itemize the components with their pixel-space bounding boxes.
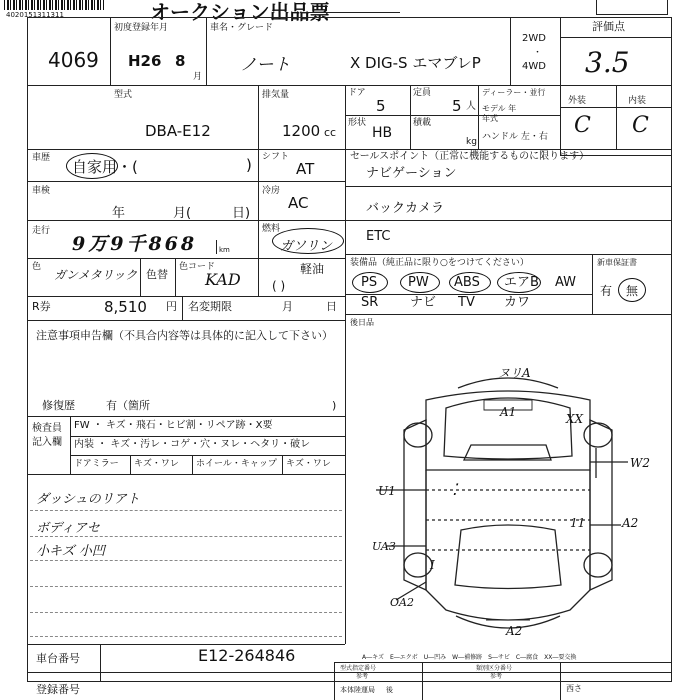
equip-ps-circle <box>352 272 388 293</box>
sales-point-1: ナビゲーション <box>366 166 457 181</box>
equip-navi: ナビ <box>410 295 437 310</box>
inspection-year: 年 <box>112 206 126 221</box>
warranty-yes: 有 <box>600 284 613 298</box>
type-designation-label: 型式指定番号 <box>340 665 377 672</box>
displacement-unit: cc <box>324 126 337 139</box>
damage-mark-11: 11 <box>570 516 586 530</box>
capacity-label: 定員 <box>413 88 432 98</box>
equip-tv: TV <box>458 295 475 310</box>
inspection-month: 月( <box>173 206 192 221</box>
checklist-mirror: ドアミラー <box>74 459 119 469</box>
doors-label: ドア <box>348 88 366 98</box>
car-name: ノート <box>240 55 291 75</box>
damage-mark-top: ヌリA <box>498 366 531 380</box>
lot-number: 4069 <box>48 48 99 72</box>
chassis-label: 車台番号 <box>36 652 80 665</box>
exterior-label: 外装 <box>568 96 587 106</box>
interior-grade: C <box>632 113 649 138</box>
notes-label: 注意事項申告欄（不具合内容等は具体的に記入して下さい） <box>36 329 333 342</box>
body-value: HB <box>372 125 393 141</box>
barcode <box>4 0 104 10</box>
inspection-day: 日) <box>232 206 251 221</box>
capacity-value: 5 <box>452 97 462 115</box>
usage-value: 自家用・( <box>72 158 138 176</box>
transfer-month: 月 <box>282 300 293 313</box>
damage-mark-w2: W2 <box>630 456 650 470</box>
damage-mark-xx: XX <box>566 412 584 426</box>
usage-close: ) <box>246 156 252 174</box>
car-name-label: 車名・グレード <box>210 23 274 33</box>
damage-mark-oa2: OA2 <box>390 596 414 609</box>
inspection-label: 車検 <box>32 186 51 196</box>
registration-month: 8 <box>175 52 186 70</box>
dealer-number: 後 <box>386 686 393 694</box>
checklist-wheelcap-value: キズ・ワレ <box>286 459 331 469</box>
drive-separator: ・ <box>533 48 543 58</box>
damage-mark-a2-right: A2 <box>622 516 639 530</box>
warranty-no: 無 <box>626 284 639 298</box>
recycle-unit: 円 <box>166 300 177 313</box>
damage-mark-ua3: UA3 <box>372 540 396 553</box>
drive-2wd: 2WD <box>522 33 546 44</box>
color-label: 色 <box>32 262 42 272</box>
recycle-value: 8,510 <box>104 298 147 316</box>
new-warranty-label: 新車保証書 <box>597 258 637 267</box>
interior-label: 内装 <box>628 96 647 106</box>
diesel-label: 軽油 <box>300 262 325 276</box>
drive-4wd: 4WD <box>522 61 546 72</box>
recycle-label: R券 <box>32 300 51 313</box>
model-year-label: モデル 年 <box>482 104 517 113</box>
aircon-label: 冷房 <box>262 186 281 196</box>
displacement-label: 排気量 <box>262 90 290 100</box>
mileage-unit: km <box>219 246 230 254</box>
plate-label: 本体陸運局 <box>340 686 375 694</box>
repair-close: ) <box>332 399 337 412</box>
usage-circle <box>66 153 118 179</box>
form-title: オークション出品票 <box>150 0 330 24</box>
model-label: 型式 <box>114 90 133 100</box>
wheel-rear-left <box>404 553 432 577</box>
sales-point-2: バックカメラ <box>366 201 445 216</box>
sales-point-3: ETC <box>366 229 391 244</box>
fuel-label: 燃料 <box>262 224 281 234</box>
equip-leather: カワ <box>504 295 531 310</box>
shift-value: AT <box>296 160 315 178</box>
dealer-label: ディーラー・並行 <box>482 88 546 97</box>
category-label: 類別区分番号 <box>476 665 513 672</box>
damage-mark-bottom: A2 <box>506 624 523 638</box>
note-line-2: ボディアセ <box>36 521 100 536</box>
usage-label: 車歴 <box>32 153 51 163</box>
load-unit: kg <box>466 137 477 147</box>
doors-value: 5 <box>376 97 386 115</box>
car-rear <box>426 590 590 620</box>
car-grade: X DIG-S エマブレP <box>350 54 481 72</box>
handle-label: ハンドル 左・右 <box>482 132 548 142</box>
note-line-3: 小キズ 小凹 <box>36 544 105 559</box>
west-label: 西さ <box>566 684 582 693</box>
barcode-text: 4020151311311 <box>6 11 64 19</box>
fuel-value: ガソリン <box>280 239 333 254</box>
fuel-circle <box>272 228 344 254</box>
body-label: 形状 <box>348 118 367 128</box>
damage-mark-u1: U1 <box>378 484 396 498</box>
capacity-unit: 人 <box>466 101 476 112</box>
registration-year: H26 <box>128 52 162 70</box>
score-value: 3.5 <box>585 46 630 79</box>
transfer-label: 名変期限 <box>188 300 232 313</box>
displacement-value: 1200 <box>282 122 321 140</box>
wheel-front-right <box>584 423 612 447</box>
checklist-label-1: 検査員 <box>32 423 62 434</box>
reg-number-label: 登録番号 <box>36 683 80 696</box>
exterior-grade: C <box>574 113 591 138</box>
checklist-interior: 内装 ・ キズ・汚レ・コゲ・穴・ヌレ・ヘタリ・破レ <box>74 439 311 450</box>
color-code-label: 色コード <box>179 262 216 272</box>
repair-label: 修復歴 <box>42 399 75 412</box>
shift-label: シフト <box>262 152 290 162</box>
car-side-left <box>404 420 426 590</box>
equip-pw-circle <box>400 272 440 293</box>
checklist-wheelcap: ホイール・キャップ <box>196 459 277 469</box>
model-code: DBA-E12 <box>145 122 211 140</box>
score-label: 評価点 <box>592 20 625 33</box>
damage-mark-i: I <box>430 558 435 572</box>
category-ref: 参考 <box>490 673 503 680</box>
equipment-label: 装備品（純正品に限り○をつけてください） <box>350 258 529 268</box>
checklist-mirror-value: キズ・ワレ <box>134 459 179 469</box>
wheel-rear-right <box>584 553 612 577</box>
equip-aw: AW <box>555 275 577 290</box>
equip-abs-circle <box>449 272 491 293</box>
wheel-front-left <box>404 423 432 447</box>
sales-points-label: セールスポイント（正常に機能するものに限ります） <box>350 151 590 162</box>
mileage-label: 走行 <box>32 226 51 236</box>
repair-value: 有（箇所 <box>106 399 150 412</box>
mileage-value: 9万9千868 <box>72 233 198 255</box>
load-label: 積載 <box>413 118 432 128</box>
equip-airbag: エアB <box>504 275 539 290</box>
diagram-legend: A―キズ E―エクボ U―凹み W―補修跡 S―サビ C―腐食 XX―要交換 <box>362 654 577 661</box>
car-side-right <box>590 420 612 590</box>
equip-airbag-circle <box>497 272 541 293</box>
color-value: ガンメタリック <box>54 268 138 282</box>
damage-mark-a1: A1 <box>500 405 517 419</box>
color-code: KAD <box>205 270 241 289</box>
transfer-day: 日 <box>326 300 337 313</box>
registration-month-unit: 月 <box>193 72 203 82</box>
color-change-label: 色替 <box>146 268 168 281</box>
equip-ps: PS <box>361 275 378 290</box>
chassis-number: E12-264846 <box>198 646 296 665</box>
warranty-no-circle <box>618 278 646 302</box>
fuel-paren: ( ) <box>272 279 286 293</box>
year-label: 年式 <box>482 114 498 123</box>
aircon-value: AC <box>288 194 309 212</box>
damage-mark-dot: ⁚ <box>452 480 458 499</box>
equip-pw: PW <box>408 275 429 290</box>
registration-label: 初度登録年月 <box>114 23 169 33</box>
note-line-1: ダッシュのリアト <box>36 492 140 507</box>
stamp-label: 後日品 <box>350 318 374 327</box>
equip-abs: ABS <box>454 275 480 290</box>
checklist-label-2: 記入欄 <box>32 437 62 448</box>
type-designation-ref: 参考 <box>356 673 369 680</box>
checklist-fw: FW ・ キズ・飛石・ヒビ割・リペア跡・X要 <box>74 420 273 431</box>
equip-sr: SR <box>361 295 379 310</box>
